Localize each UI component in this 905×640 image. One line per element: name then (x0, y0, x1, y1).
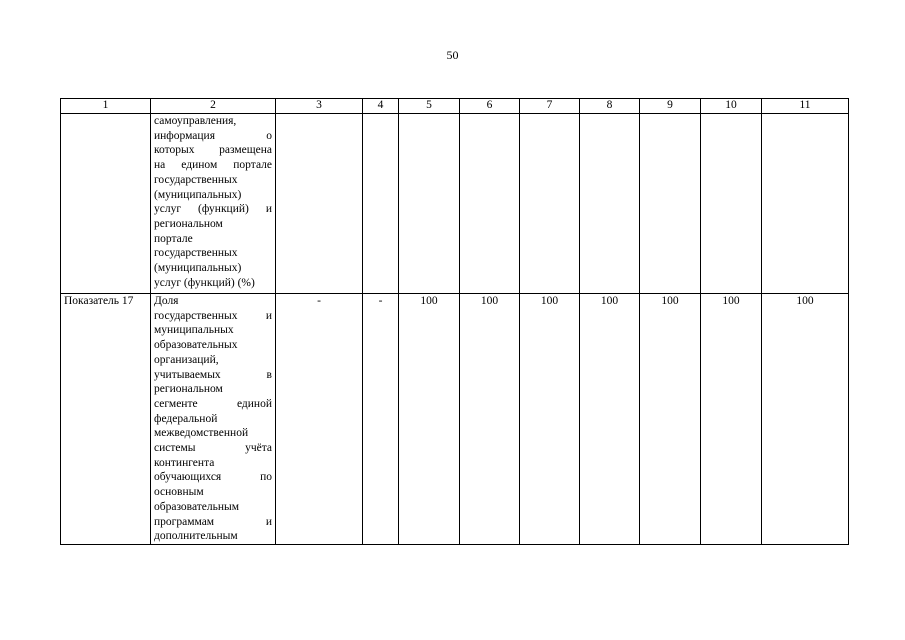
description-line: межведомственной (154, 427, 249, 440)
header-row (61, 99, 849, 114)
column-header: 8 (580, 99, 640, 114)
value-cell: 100 (640, 294, 701, 545)
column-header: 9 (640, 99, 701, 114)
description-line: на едином портале (154, 159, 272, 172)
description-line: образовательным (154, 500, 240, 513)
value-cell (363, 114, 399, 294)
value-cell (276, 114, 363, 294)
description-line: (муниципальных) (154, 188, 242, 201)
description-line: (муниципальных) (154, 262, 242, 275)
description-line: которых размещена (154, 144, 272, 157)
description-line: Доля (154, 295, 179, 307)
value-cell: - (276, 294, 363, 545)
value-cell (399, 114, 460, 294)
value-cell: 100 (399, 294, 460, 545)
value-cell (701, 114, 762, 294)
page-number: 50 (446, 48, 459, 62)
column-header: 4 (363, 99, 399, 114)
value-cell: - (363, 294, 399, 545)
value-cell (580, 114, 640, 294)
value-cell (460, 114, 520, 294)
description-line: государственных и (154, 309, 272, 322)
indicator-label-cell (61, 114, 151, 294)
value-cell: 100 (701, 294, 762, 545)
description-line: обучающихся по (154, 471, 272, 484)
description-line: портале (154, 232, 193, 245)
description-line: организаций, (154, 353, 219, 366)
description-line: услуг (функций) и (154, 203, 272, 216)
description-line: дополнительным (154, 530, 238, 543)
value-cell: 100 (580, 294, 640, 545)
column-header: 7 (520, 99, 580, 114)
column-header: 1 (61, 99, 151, 114)
description-line: услуг (функций) (%) (154, 276, 255, 289)
column-header: 5 (399, 99, 460, 114)
data-table (60, 98, 849, 545)
value-cell: 100 (762, 294, 849, 545)
description-line: информация о (154, 129, 272, 142)
column-header: 6 (460, 99, 520, 114)
description-line: муниципальных (154, 324, 234, 337)
value-cell: 100 (460, 294, 520, 545)
description-line: самоуправления, (154, 115, 237, 127)
column-header: 10 (701, 99, 762, 114)
column-header: 11 (762, 99, 849, 114)
description-line: образовательных (154, 339, 238, 352)
description-line: региональном (154, 383, 223, 396)
table-row-continuation (61, 114, 849, 294)
table-row-indicator-17 (61, 294, 849, 545)
column-header: 2 (151, 99, 276, 114)
description-line: федеральной (154, 412, 218, 425)
indicator-description-cell (151, 114, 276, 294)
value-cell (762, 114, 849, 294)
description-line: системы учёта (154, 442, 272, 455)
description-line: контингента (154, 456, 215, 469)
description-line: программам и (154, 515, 272, 528)
description-line: основным (154, 486, 204, 499)
value-cell (640, 114, 701, 294)
description-line: государственных (154, 173, 238, 186)
value-cell: 100 (520, 294, 580, 545)
value-cell (520, 114, 580, 294)
description-line: государственных (154, 247, 238, 260)
description-line: региональном (154, 217, 223, 230)
indicator-description-cell (151, 294, 276, 545)
column-header: 3 (276, 99, 363, 114)
indicator-label-cell: Показатель 17 (61, 294, 151, 545)
description-line: сегменте единой (154, 397, 272, 410)
description-line: учитываемых в (154, 368, 272, 381)
